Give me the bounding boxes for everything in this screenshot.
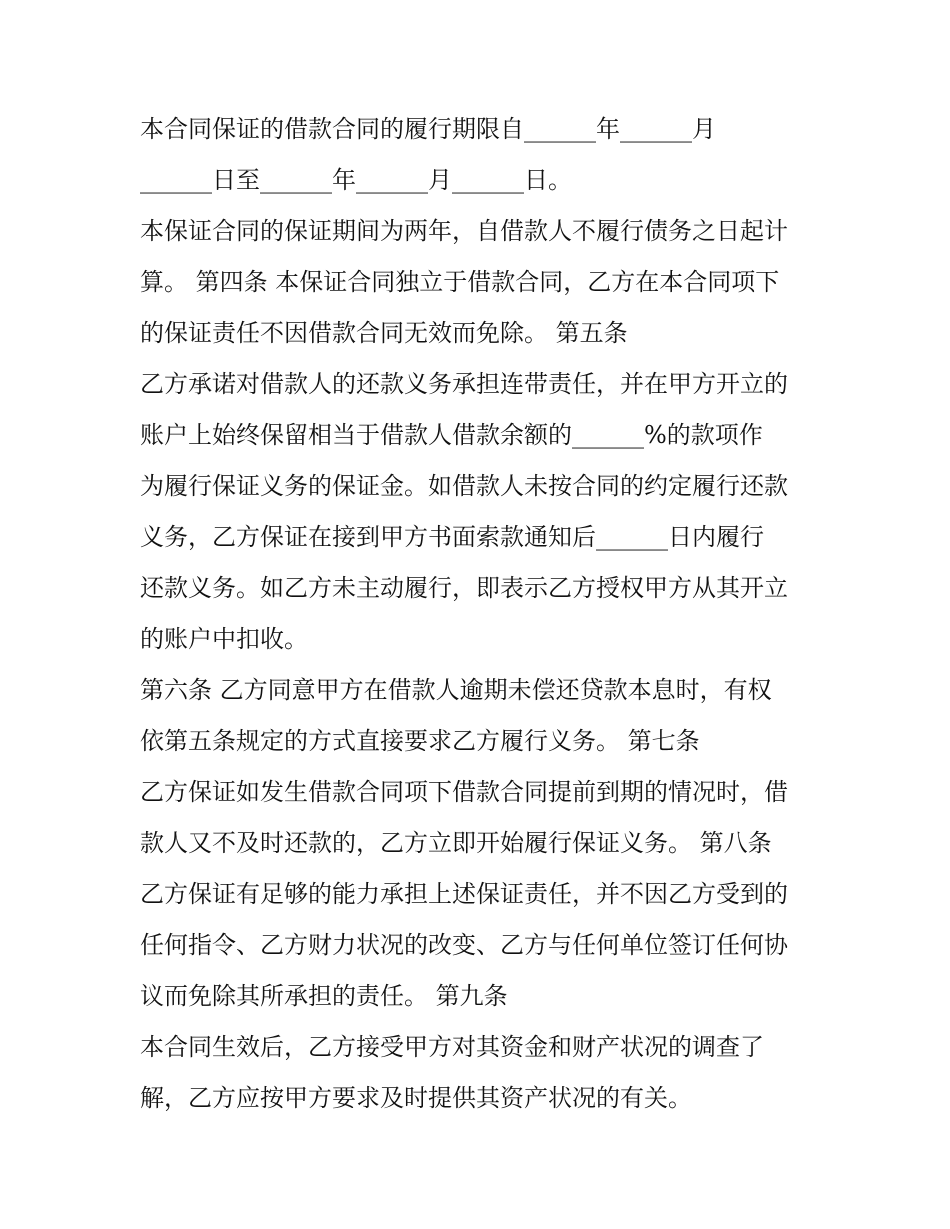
text-line: ______日至______年______月______日。 bbox=[140, 166, 572, 194]
text-line: 依第五条规定的方式直接要求乙方履行义务。 第七条 bbox=[140, 727, 700, 755]
text-line: 第六条 乙方同意甲方在借款人逾期未偿还贷款本息时，有权 bbox=[140, 676, 772, 704]
text-line: 义务，乙方保证在接到甲方书面索款通知后______日内履行 bbox=[140, 523, 764, 551]
text-line: 乙方保证如发生借款合同项下借款合同提前到期的情况时，借 bbox=[140, 778, 788, 806]
text-line: 账户上始终保留相当于借款人借款余额的______%的款项作 bbox=[140, 421, 763, 449]
text-line: 乙方保证有足够的能力承担上述保证责任，并不因乙方受到的 bbox=[140, 880, 788, 908]
text-line: 的账户中扣收。 bbox=[140, 625, 308, 653]
text-line: 解，乙方应按甲方要求及时提供其资产状况的有关。 bbox=[140, 1084, 692, 1112]
text-line: 乙方承诺对借款人的还款义务承担连带责任，并在甲方开立的 bbox=[140, 370, 788, 398]
text-line: 还款义务。如乙方未主动履行，即表示乙方授权甲方从其开立 bbox=[140, 574, 788, 602]
text-line: 任何指令、乙方财力状况的改变、乙方与任何单位签订任何协 bbox=[140, 931, 788, 959]
text-line: 为履行保证义务的保证金。如借款人未按合同的约定履行还款 bbox=[140, 472, 788, 500]
text-line: 议而免除其所承担的责任。 第九条 bbox=[140, 982, 508, 1010]
text-line: 本合同保证的借款合同的履行期限自______年______月 bbox=[140, 115, 716, 143]
text-line: 算。 第四条 本保证合同独立于借款合同，乙方在本合同项下 bbox=[140, 268, 780, 296]
text-line: 款人又不及时还款的，乙方立即开始履行保证义务。 第八条 bbox=[140, 829, 772, 857]
text-line: 本合同生效后，乙方接受甲方对其资金和财产状况的调查了 bbox=[140, 1033, 764, 1061]
text-line: 的保证责任不因借款合同无效而免除。 第五条 bbox=[140, 319, 628, 347]
text-line: 本保证合同的保证期间为两年，自借款人不履行债务之日起计 bbox=[140, 217, 788, 245]
